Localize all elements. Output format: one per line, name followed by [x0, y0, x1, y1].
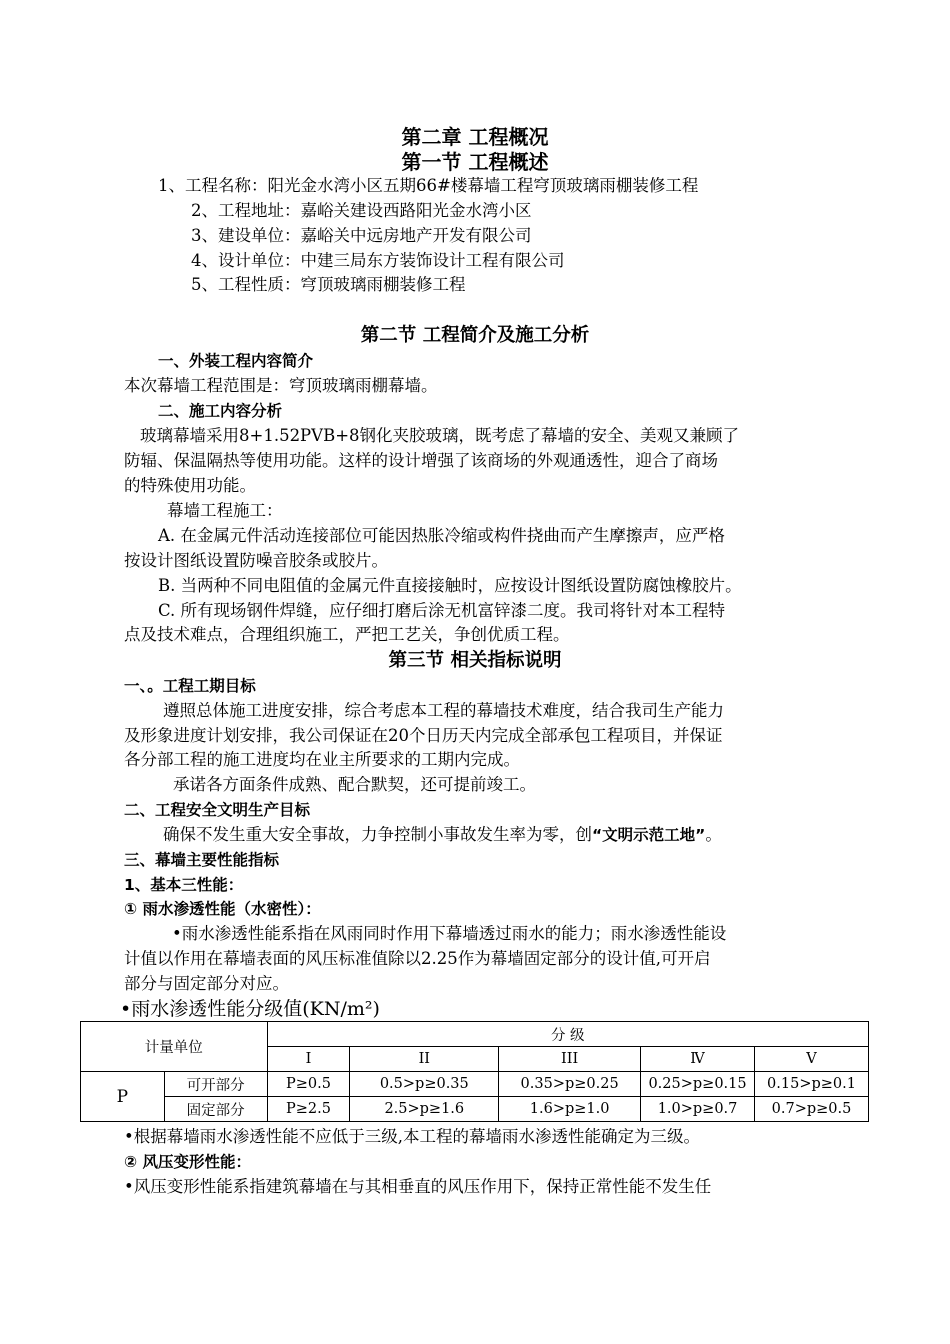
row-symbol: P: [81, 1072, 165, 1122]
heading: ① 雨水渗透性能（水密性）：: [124, 900, 321, 918]
project-item: 1、工程名称：阳光金水湾小区五期66#楼幕墙工程穹顶玻璃雨棚装修工程: [158, 176, 699, 195]
paragraph-line: 本次幕墙工程范围是：穹顶玻璃雨棚幕墙。: [124, 376, 438, 395]
table-row: [81, 1072, 869, 1097]
table-cell: 0.35>p≥0.25: [499, 1072, 641, 1097]
grade-header: 分 级: [267, 1022, 868, 1047]
rain-penetration-table: [80, 1021, 869, 1122]
paragraph-line: 各分部工程的施工进度均在业主所要求的工期内完成。: [124, 750, 520, 769]
text-run: 确保不发生重大安全事故，力争控制小事故发生率为零，创: [163, 825, 592, 844]
project-item: 4、设计单位：中建三局东方装饰设计工程有限公司: [191, 251, 565, 270]
paragraph-line: •风压变形性能系指建筑幕墙在与其相垂直的风压作用下，保持正常性能不发生任: [124, 1177, 712, 1196]
project-item: 5、工程性质：穹顶玻璃雨棚装修工程: [191, 275, 466, 294]
table-cell: 0.5>p≥0.35: [350, 1072, 499, 1097]
heading: ② 风压变形性能：: [124, 1153, 252, 1171]
paragraph-line: 遵照总体施工进度安排，综合考虑本工程的幕墙技术难度，结合我司生产能力: [163, 701, 724, 720]
paragraph-line: 计值以作用在幕墙表面的风压标准值除以2.25作为幕墙固定部分的设计值,可开启: [124, 949, 711, 968]
paragraph-line: A. 在金属元件活动连接部位可能因热胀冷缩或构件挠曲而产生摩擦声，应严格: [158, 526, 725, 545]
text-run: 。: [705, 825, 722, 844]
row-label: 可开部分: [164, 1072, 267, 1097]
heading: 二、工程安全文明生产目标: [124, 801, 311, 819]
heading: 1、基本三性能：: [124, 876, 244, 894]
grade-cell: III: [499, 1047, 641, 1072]
paragraph-line: 的特殊使用功能。: [124, 476, 256, 495]
grade-cell: V: [755, 1047, 869, 1072]
table-cell: P≥0.5: [267, 1072, 350, 1097]
table-cell: 0.7>p≥0.5: [755, 1097, 869, 1122]
paragraph-line: 按设计图纸设置防噪音胶条或胶片。: [124, 551, 388, 570]
table-cell: 1.6>p≥1.0: [499, 1097, 641, 1122]
table-cell: 1.0>p≥0.7: [641, 1097, 755, 1122]
section-2-title: 第二节 工程简介及施工分析: [360, 325, 590, 346]
grade-cell: Ⅳ: [641, 1047, 755, 1072]
section-3-title: 第三节 相关指标说明: [388, 650, 562, 671]
table-cell: P≥2.5: [267, 1097, 350, 1122]
paragraph-line: 防辐、保温隔热等使用功能。这样的设计增强了该商场的外观通透性，迎合了商场: [124, 451, 718, 470]
paragraph-line: [163, 824, 722, 846]
paragraph-line: 幕墙工程施工：: [167, 501, 283, 520]
paragraph-line: C. 所有现场钢件焊缝，应仔细打磨后涂无机富锌漆二度。我司将针对本工程特: [158, 601, 726, 620]
heading: 一、。工程工期目标: [124, 677, 256, 695]
paragraph-line: B. 当两种不同电阻值的金属元件直接接触时，应按设计图纸设置防腐蚀橡胶片。: [158, 576, 742, 595]
heading: 三、幕墙主要性能指标: [124, 851, 280, 869]
table-cell: 0.15>p≥0.1: [755, 1072, 869, 1097]
unit-header: 计量单位: [81, 1022, 268, 1072]
grade-cell: II: [350, 1047, 499, 1072]
project-item: 3、建设单位：嘉峪关中远房地产开发有限公司: [191, 226, 532, 245]
paragraph-line: •根据幕墙雨水渗透性能不应低于三级,本工程的幕墙雨水渗透性能确定为三级。: [124, 1127, 700, 1146]
paragraph-line: 及形象进度计划安排，我公司保证在20个日历天内完成全部承包工程项目，并保证: [124, 726, 723, 745]
emphasis: “文明示范工地”: [592, 826, 706, 844]
paragraph-line: 点及技术难点，合理组织施工，严把工艺关，争创优质工程。: [124, 625, 570, 644]
paragraph-line: 部分与固定部分对应。: [124, 974, 289, 993]
row-label: 固定部分: [164, 1097, 267, 1122]
grade-cell: I: [267, 1047, 350, 1072]
section-1-title: 第一节 工程概述: [401, 150, 549, 174]
project-item: 2、工程地址：嘉峪关建设西路阳光金水湾小区: [191, 201, 532, 220]
heading: 一、外装工程内容简介: [158, 352, 314, 370]
paragraph-line: 承诺各方面条件成熟、配合默契，还可提前竣工。: [173, 775, 536, 794]
heading: 二、施工内容分析: [158, 402, 283, 420]
table-caption: •雨水渗透性能分级值(KN/m²): [120, 998, 380, 1020]
chapter-title: 第二章 工程概况: [401, 125, 549, 149]
paragraph-line: •雨水渗透性能系指在风雨同时作用下幕墙透过雨水的能力；雨水渗透性能设: [172, 924, 727, 943]
table-cell: 0.25>p≥0.15: [641, 1072, 755, 1097]
table-row: [81, 1097, 869, 1122]
paragraph-line: 玻璃幕墙采用8+1.52PVB+8钢化夹胶玻璃，既考虑了幕墙的安全、美观又兼顾了: [140, 426, 740, 445]
table-cell: 2.5>p≥1.6: [350, 1097, 499, 1122]
